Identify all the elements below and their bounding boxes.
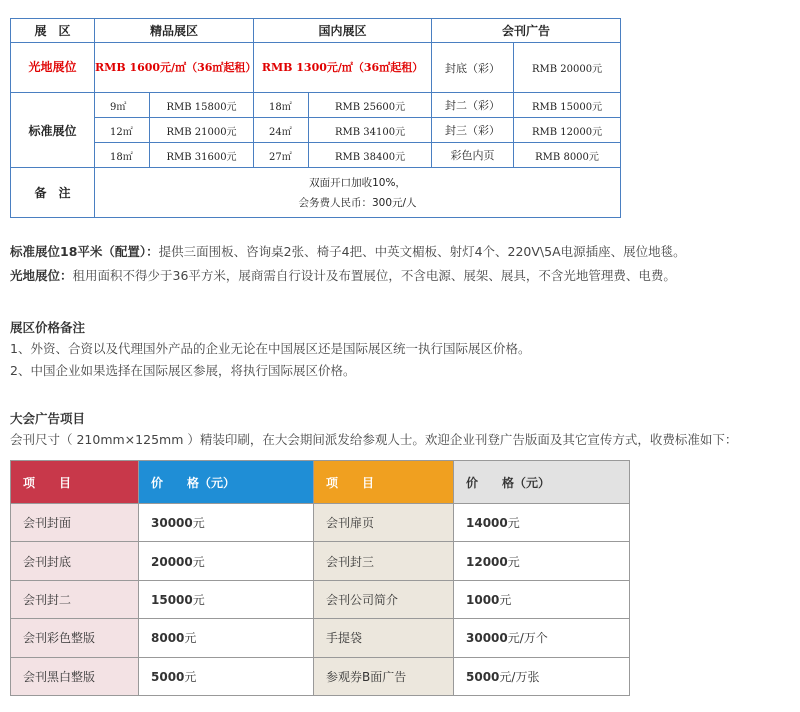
remark-line-1: 双面开口加收10%，: [309, 176, 406, 189]
domestic-price: RMB 38400元: [309, 143, 432, 168]
ad-header-item-1: 项 目: [11, 461, 139, 504]
remark-label: 备 注: [11, 168, 95, 218]
ad-item: 会刊公司简介: [314, 580, 454, 618]
ad-item: 会刊封面: [11, 504, 139, 542]
ad-item: 会刊彩色整版: [11, 619, 139, 657]
ad-item: 参观券B面广告: [314, 657, 454, 695]
premium-size: 9㎡: [95, 93, 150, 118]
ad-item: 会刊扉页: [314, 504, 454, 542]
ad-header-price-1: 价 格（元）: [139, 461, 314, 504]
table-row: [11, 504, 630, 542]
domestic-price: RMB 34100元: [309, 118, 432, 143]
price-notes-title: 展区价格备注: [10, 320, 86, 335]
header-premium-zone: 精品展区: [95, 19, 254, 43]
ads-section-title: 大会广告项目: [10, 411, 86, 426]
ad-price: [454, 619, 630, 657]
ad-item-back-cover: 封底（彩）: [432, 43, 514, 93]
ad-price-value: 14000: [466, 516, 508, 531]
domestic-size: 18㎡: [254, 93, 309, 118]
standard-booth-desc-text: 提供三面围板、咨询桌2张、椅子4把、中英文楣板、射灯4个、220V\5A电源插座、展位地毯。: [158, 244, 686, 259]
ad-item: 手提袋: [314, 619, 454, 657]
raw-space-desc-text: 租用面积不得少于36平方米，展商需自行设计及布置展位，不含电源、展架、展具，不含光地管理费、电费。: [72, 268, 676, 283]
table-row: [11, 580, 630, 618]
standard-booth-label: 标准展位: [11, 93, 95, 168]
ad-price-unit: 元: [507, 516, 520, 531]
ad-price-unit: 元/万个: [507, 631, 548, 646]
ad-price: [454, 504, 630, 542]
ad-price: RMB 8000元: [514, 143, 621, 168]
premium-price: RMB 31600元: [150, 143, 254, 168]
ad-price: RMB 15000元: [514, 93, 621, 118]
ad-price-value: 12000: [466, 554, 508, 569]
booth-price-table: [10, 18, 621, 218]
ad-price: [454, 542, 630, 580]
table-row: [11, 619, 630, 657]
price-note-2: 2、中国企业如果选择在国际展区参展，将执行国际展区价格。: [10, 363, 356, 378]
header-catalog-ads: 会刊广告: [432, 19, 621, 43]
domestic-price: RMB 25600元: [309, 93, 432, 118]
ad-price: [139, 580, 314, 618]
raw-space-label: 光地展位: [11, 43, 95, 93]
price-note-1: 1、外资、合资以及代理国外产品的企业无论在中国展区还是国际展区统一执行国际展区价格。: [10, 341, 531, 356]
ad-item: 会刊封底: [11, 542, 139, 580]
table-row: [11, 657, 630, 695]
ad-price-unit: 元: [192, 516, 205, 531]
ad-price-value: 15000: [151, 592, 193, 607]
ad-item: 封三（彩）: [432, 118, 514, 143]
standard-booth-desc-label: 标准展位18平米（配置）：: [10, 244, 159, 259]
ad-price-value: 5000: [466, 669, 500, 684]
ad-price: [139, 657, 314, 695]
ad-price-unit: 元: [184, 669, 197, 684]
ad-price-value: 8000: [151, 631, 185, 646]
ad-price: [454, 580, 630, 618]
premium-price: RMB 15800元: [150, 93, 254, 118]
table-row: [11, 542, 630, 580]
ad-price-unit: 元: [184, 631, 197, 646]
ad-price-back-cover: RMB 20000元: [514, 43, 621, 93]
ad-header-price-2: 价 格（元）: [454, 461, 630, 504]
raw-space-domestic-price: RMB 1300元/㎡（36㎡起租）: [254, 43, 432, 93]
raw-space-desc-label: 光地展位：: [10, 268, 73, 283]
raw-space-desc: [10, 267, 676, 285]
ad-price: [139, 542, 314, 580]
ad-price-unit: 元: [192, 554, 205, 569]
premium-size: 18㎡: [95, 143, 150, 168]
header-domestic-zone: 国内展区: [254, 19, 432, 43]
ad-price-unit: 元: [507, 554, 520, 569]
ad-price: [139, 619, 314, 657]
ad-price-value: 30000: [151, 516, 193, 531]
ad-price-table: [10, 460, 630, 696]
ad-item: 会刊封三: [314, 542, 454, 580]
ad-price: RMB 12000元: [514, 118, 621, 143]
domestic-size: 24㎡: [254, 118, 309, 143]
remark-line-2: 会务费人民币：300元/人: [298, 196, 417, 209]
ad-price: [139, 504, 314, 542]
domestic-size: 27㎡: [254, 143, 309, 168]
ad-price-value: 30000: [466, 631, 508, 646]
ad-header-item-2: 项 目: [314, 461, 454, 504]
ad-price-value: 1000: [466, 592, 500, 607]
ad-price-value: 20000: [151, 554, 193, 569]
ad-item: 会刊黑白整版: [11, 657, 139, 695]
ad-price: [454, 657, 630, 695]
premium-size: 12㎡: [95, 118, 150, 143]
remark-text: [95, 168, 621, 218]
header-zone: 展 区: [11, 19, 95, 43]
ad-item: 彩色内页: [432, 143, 514, 168]
premium-price: RMB 21000元: [150, 118, 254, 143]
raw-space-premium-price: RMB 1600元/㎡（36㎡起租）: [95, 43, 254, 93]
ad-price-value: 5000: [151, 669, 185, 684]
ad-price-unit: 元/万张: [499, 669, 540, 684]
standard-booth-desc: [10, 243, 686, 261]
ad-item: 封二（彩）: [432, 93, 514, 118]
ads-section-desc: 会刊尺寸（ 210mm×125mm ）精装印刷，在大会期间派发给参观人士。欢迎企业刊登广告版面及其它宣传方式，收费标准如下：: [10, 432, 738, 447]
ad-item: 会刊封二: [11, 580, 139, 618]
ad-price-unit: 元: [499, 592, 512, 607]
ad-price-unit: 元: [192, 592, 205, 607]
